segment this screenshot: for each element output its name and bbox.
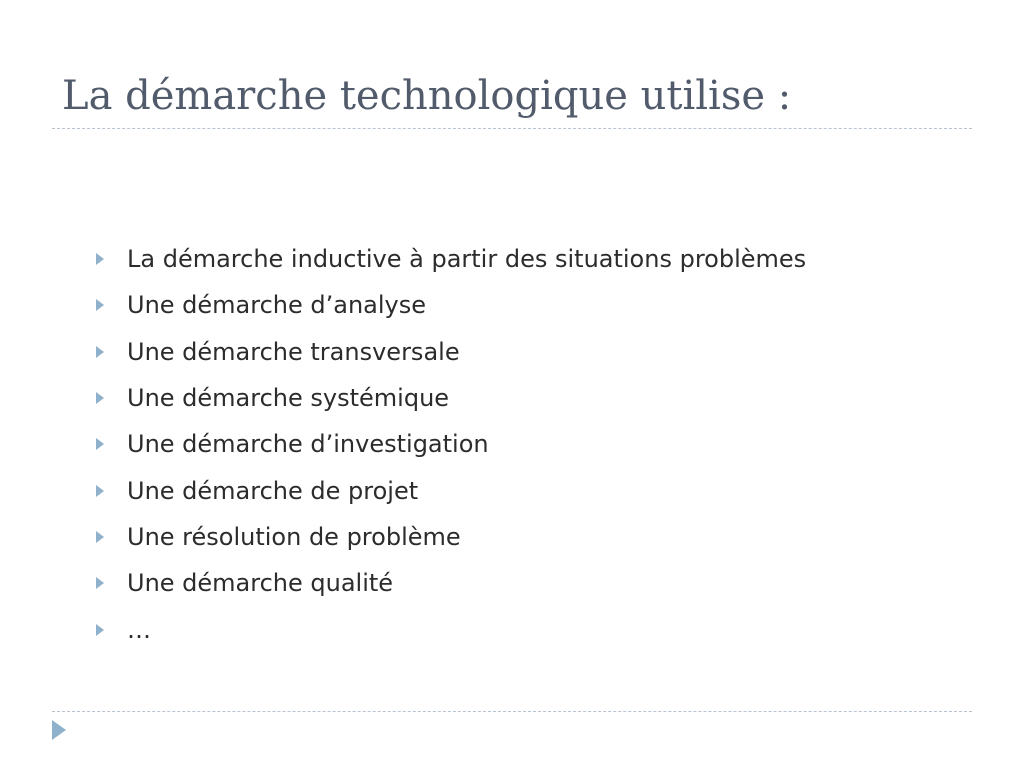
triangle-right-icon [96,299,104,311]
list-item [92,282,806,328]
list-item [92,329,806,375]
footer-triangle-right-icon [52,720,66,740]
triangle-right-icon [96,253,104,265]
slide-title: La démarche technologique utilise : [62,73,792,119]
bullet-text: Une démarche d’investigation [127,430,489,459]
bullet-text: La démarche inductive à partir des situations problèmes [127,245,807,274]
list-item [92,606,806,652]
bullet-text: Une démarche d’analyse [127,291,427,320]
triangle-right-icon [96,577,104,589]
bullet-text: Une démarche de projet [127,476,419,505]
bullet-text: Une résolution de problème [127,522,461,551]
triangle-right-icon [96,531,104,543]
bullet-list [92,236,806,653]
triangle-right-icon [96,346,104,358]
footer-divider [52,711,972,712]
list-item [92,514,806,560]
bullet-text: … [127,615,151,644]
bullet-text: Une démarche transversale [127,337,460,366]
triangle-right-icon [96,438,104,450]
list-item [92,467,806,513]
triangle-right-icon [96,485,104,497]
triangle-right-icon [96,624,104,636]
list-item [92,421,806,467]
bullet-text: Une démarche systémique [127,384,450,413]
bullet-text: Une démarche qualité [127,569,394,598]
title-divider [52,128,972,129]
list-item [92,375,806,421]
list-item [92,560,806,606]
list-item [92,236,806,282]
triangle-right-icon [96,392,104,404]
